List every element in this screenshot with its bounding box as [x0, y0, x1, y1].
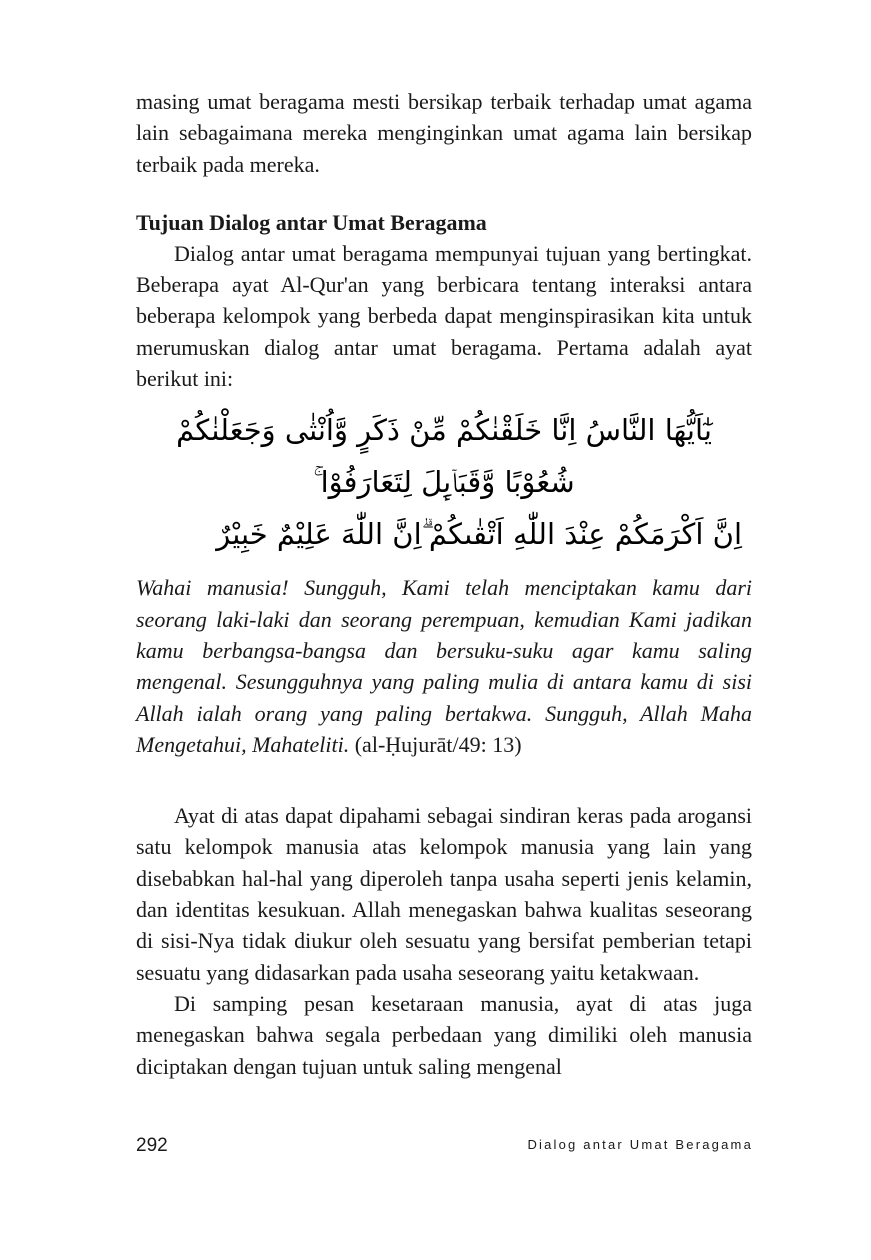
quran-verse-arabic [136, 404, 752, 560]
paragraph-continued: masing umat beragama mesti bersikap terbaik terhadap umat agama lain sebagaimana mereka menginginkan umat agama lain bersikap terbaik pada mereka. [136, 89, 752, 177]
spacer [136, 180, 752, 207]
section-heading: Tujuan Dialog antar Umat Beragama [136, 209, 487, 235]
paragraph-explanation: Ayat di atas dapat dipahami sebagai sindiran keras pada arogansi satu kelompok manusia atas kelompok manusia yang lain yang disebabkan hal-hal yang diperoleh tanpa usaha seperti jenis kelamin, dan identitas kesukuan. Allah menegaskan bahwa kualitas seseorang di sisi-Nya tidak diukur oleh sesuatu yang bersifat pemberian tetapi sesuatu yang didasarkan pada usaha seseorang yaitu ketakwaan. [136, 803, 752, 985]
spacer [136, 760, 752, 800]
verse-citation: (al-Ḥujurāt/49: 13) [349, 731, 522, 757]
paragraph-continuation: Di samping pesan kesetaraan manusia, ayat di atas juga menegaskan bahwa segala perbedaan yang dimiliki oleh manusia diciptakan dengan tujuan untuk saling mengenal [136, 990, 752, 1079]
arabic-line-1: يٰٓاَيُّهَا النَّاسُ اِنَّا خَلَقْنٰكُمْ مِّنْ ذَكَرٍ وَّاُنْثٰى وَجَعَلْنٰكُمْ شُعُوْبًا وَّقَبَاۤىِٕلَ لِتَعَارَفُوْا ۚ [176, 413, 712, 500]
page-number: 292 [136, 1135, 168, 1156]
running-title: Dialog antar Umat Beragama [527, 1137, 753, 1152]
verse-translation-block [136, 572, 752, 760]
arabic-line-2: اِنَّ اَكْرَمَكُمْ عِنْدَ اللّٰهِ اَتْقٰىكُمْ ۗاِنَّ اللّٰهَ عَلِيْمٌ خَبِيْرٌ [216, 517, 742, 552]
verse-translation: Wahai manusia! Sungguh, Kami telah menciptakan kamu dari seorang laki-laki dan seorang perempuan, kemudian Kami jadikan kamu berbangsa-bangsa dan bersuku-suku agar kamu saling mengenal. Sesungguhnya yang paling mulia di antara kamu di sisi Allah ialah orang yang paling bertakwa. Sungguh, Allah Maha Mengetahui, Mahateliti. [136, 575, 752, 757]
paragraph-intro: Dialog antar umat beragama mempunyai tujuan yang bertingkat. Beberapa ayat Al-Qur'an yang berbicara tentang interaksi antara beberapa kelompok yang berbeda dapat menginspirasikan kita untuk merumuskan dialog antar umat beragama. Pertama adalah ayat berikut ini: [136, 240, 752, 392]
page-body [136, 86, 752, 1082]
